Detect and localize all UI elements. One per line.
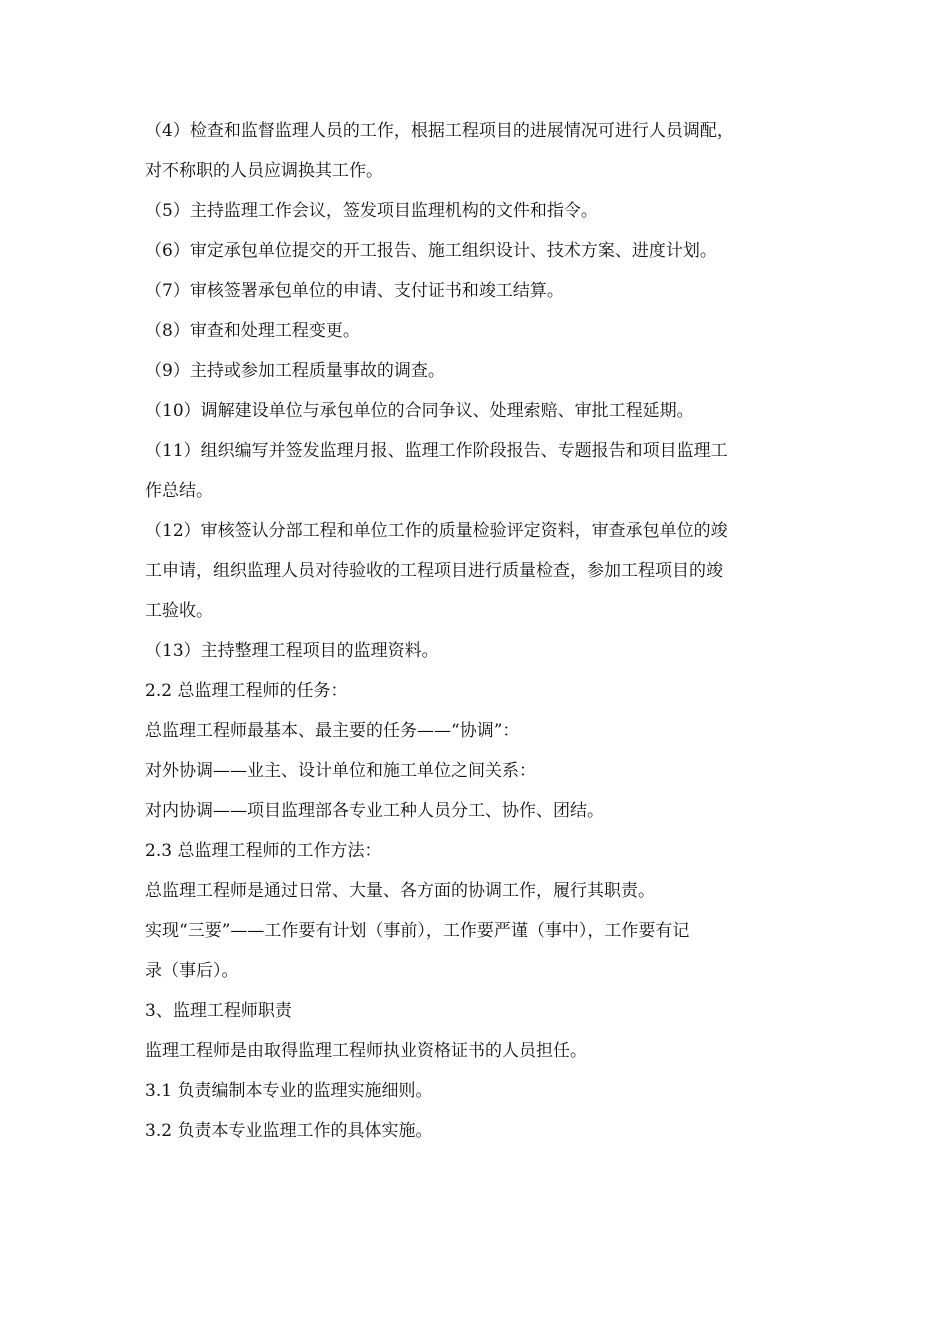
task-summary: 总监理工程师最基本、最主要的任务——“协调”： [145,721,520,741]
item-11-line-2: 作总结。 [145,481,213,501]
item-12-line-1: （12）审核签认分部工程和单位工作的质量检验评定资料，审查承包单位的竣 [145,521,728,541]
item-7: （7）审核签署承包单位的申请、支付证书和竣工结算。 [145,281,564,301]
section-2-3-heading: 2.3 总监理工程师的工作方法： [145,841,382,861]
item-4-line-2: 对不称职的人员应调换其工作。 [145,161,383,181]
item-10: （10）调解建设单位与承包单位的合同争议、处理索赔、审批工程延期。 [145,401,694,421]
item-6: （6）审定承包单位提交的开工报告、施工组织设计、技术方案、进度计划。 [145,241,717,261]
item-12-line-3: 工验收。 [145,601,213,621]
section-2-2-heading: 2.2 总监理工程师的任务： [145,681,348,701]
item-12-line-2: 工申请，组织监理人员对待验收的工程项目进行质量检查，参加工程项目的竣 [145,561,723,581]
engineer-definition: 监理工程师是由取得监理工程师执业资格证书的人员担任。 [145,1041,587,1061]
internal-coordination: 对内协调——项目监理部各专业工种人员分工、协作、团结。 [145,801,604,821]
three-musts-line-2: 录（事后）。 [145,961,239,981]
item-13: （13）主持整理工程项目的监理资料。 [145,641,439,661]
external-coordination: 对外协调——业主、设计单位和施工单位之间关系： [145,761,536,781]
section-3-2: 3.2 负责本专业监理工作的具体实施。 [145,1121,433,1141]
item-9: （9）主持或参加工程质量事故的调查。 [145,361,445,381]
item-11-line-1: （11）组织编写并签发监理月报、监理工作阶段报告、专题报告和项目监理工 [145,441,728,461]
method-summary: 总监理工程师是通过日常、大量、各方面的协调工作，履行其职责。 [145,881,655,901]
item-5: （5）主持监理工作会议，签发项目监理机构的文件和指令。 [145,201,598,221]
item-4-line-1: （4）检查和监督监理人员的工作，根据工程项目的进展情况可进行人员调配， [145,121,734,141]
item-8: （8）审查和处理工程变更。 [145,321,360,341]
document-body [145,118,810,1158]
three-musts-line-1: 实现“三要”——工作要有计划（事前），工作要严谨（事中），工作要有记 [145,921,690,941]
section-3-1: 3.1 负责编制本专业的监理实施细则。 [145,1081,433,1101]
section-3-heading: 3、监理工程师职责 [145,1001,292,1021]
